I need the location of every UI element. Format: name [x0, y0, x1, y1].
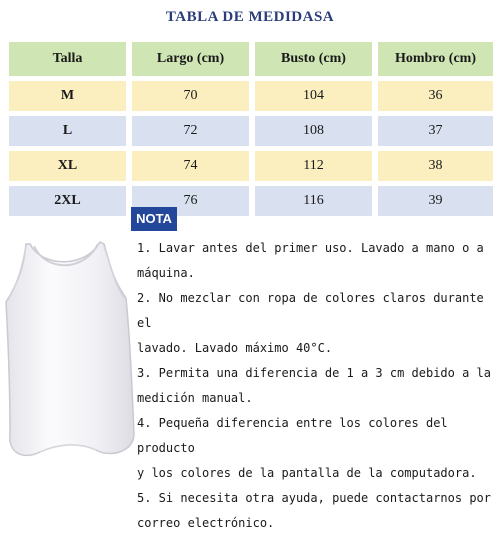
header-hombro: Hombro (cm): [378, 42, 493, 76]
note-line: lavado. Lavado máximo 40°C.: [137, 341, 333, 355]
table-cell-hombro: 36: [378, 81, 493, 111]
note-line: medición manual.: [137, 391, 253, 405]
table-header-row: [9, 42, 493, 76]
nota-badge: NOTA: [131, 207, 177, 231]
table-cell-hombro: 38: [378, 151, 493, 181]
table-cell-talla: L: [9, 116, 126, 146]
note-line: 1. Lavar antes del primer uso. Lavado a mano o a: [137, 241, 484, 255]
table-cell-hombro: 37: [378, 116, 493, 146]
note-line: máquina.: [137, 266, 195, 280]
table-cell-busto: 112: [255, 151, 372, 181]
tank-top-image: [0, 238, 136, 468]
table-cell-busto: 104: [255, 81, 372, 111]
header-talla: Talla: [9, 42, 126, 76]
table-cell-busto: 108: [255, 116, 372, 146]
table-cell-largo: 70: [132, 81, 249, 111]
table-row: [9, 81, 493, 111]
table-cell-talla: 2XL: [9, 186, 126, 216]
table-cell-talla: M: [9, 81, 126, 111]
table-row: [9, 151, 493, 181]
note-line: y los colores de la pantalla de la computadora.: [137, 466, 477, 480]
table-cell-talla: XL: [9, 151, 126, 181]
table-cell-largo: 72: [132, 116, 249, 146]
table-cell-hombro: 39: [378, 186, 493, 216]
table-row: [9, 186, 493, 216]
header-largo: Largo (cm): [132, 42, 249, 76]
note-line: correo electrónico.: [137, 516, 275, 530]
table-cell-largo: 76: [132, 186, 249, 216]
size-table: [9, 42, 493, 221]
table-cell-busto: 116: [255, 186, 372, 216]
header-busto: Busto (cm): [255, 42, 372, 76]
table-cell-largo: 74: [132, 151, 249, 181]
note-line: 4. Pequeña diferencia entre los colores del producto: [137, 416, 448, 455]
care-notes: [137, 236, 497, 536]
note-line: 5. Si necesita otra ayuda, puede contactarnos por: [137, 491, 492, 505]
note-line: 3. Permita una diferencia de 1 a 3 cm debido a la: [137, 366, 492, 380]
note-line: 2. No mezclar con ropa de colores claros durante el: [137, 291, 484, 330]
tank-top-body: [6, 242, 134, 455]
page-title: TABLA DE MEDIDASA: [165, 9, 335, 25]
table-row: [9, 116, 493, 146]
